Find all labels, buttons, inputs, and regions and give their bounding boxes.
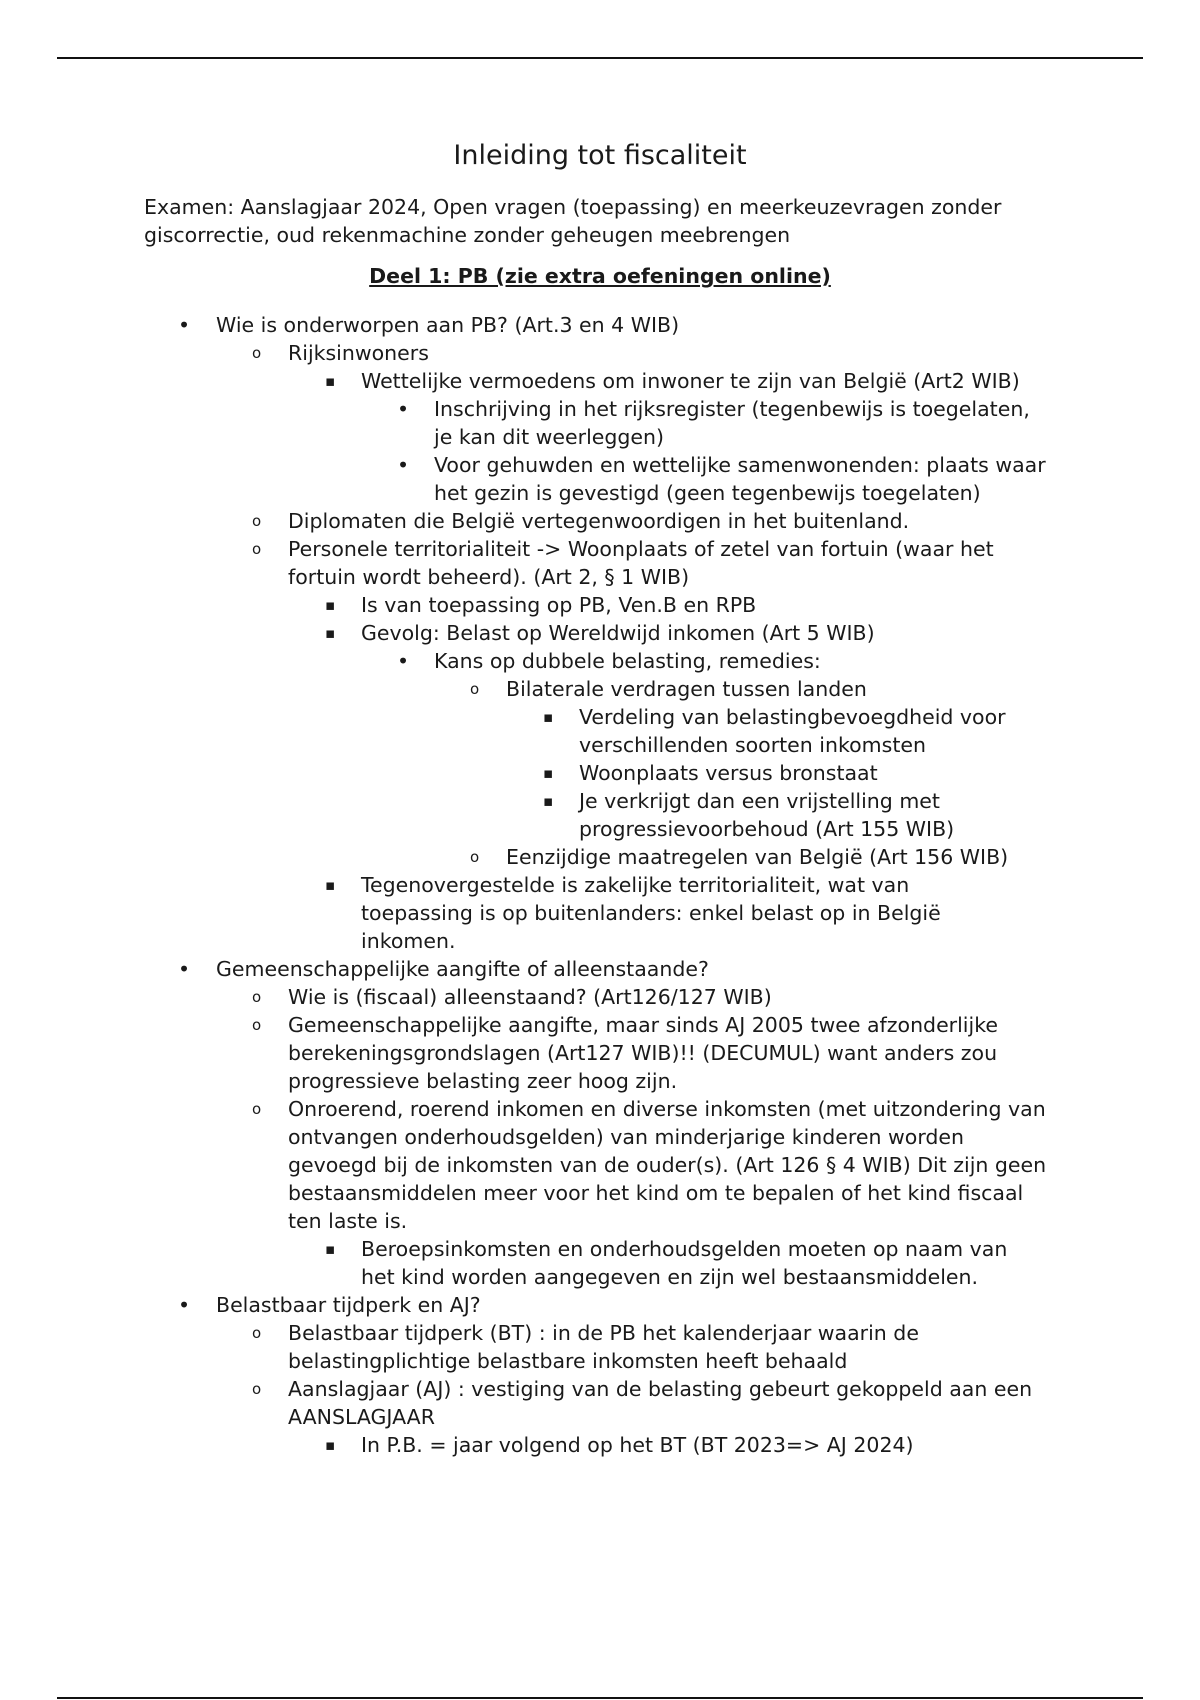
- list-item: ▪ Woonplaats versus bronstaat: [543, 761, 878, 785]
- list-item: ▪ Gevolg: Belast op Wereldwijd inkomen (Art 5 WIB): [325, 621, 875, 645]
- list-item: o Rijksinwoners: [252, 341, 429, 365]
- list-item: • Inschrijving in het rijksregister (tegenbewijs is toegelaten, je kan dit weerleggen): [397, 397, 1030, 449]
- list-item: ▪ Je verkrijgt dan een vrijstelling met progressievoorbehoud (Art 155 WIB): [543, 789, 955, 841]
- circle-bullet-icon: o: [252, 1324, 262, 1342]
- square-bullet-icon: ▪: [325, 1240, 336, 1258]
- list-item: o Eenzijdige maatregelen van België (Art 156 WIB): [470, 845, 1009, 869]
- list-item: ▪ Beroepsinkomsten en onderhoudsgelden moeten op naam van het kind worden aangegeven en zijn wel bestaansmiddelen.: [325, 1237, 1008, 1289]
- list-item: • Wie is onderworpen aan PB? (Art.3 en 4 WIB): [178, 313, 680, 337]
- bullet-icon: •: [178, 1293, 191, 1317]
- exam-intro: Examen: Aanslagjaar 2024, Open vragen (toepassing) en meerkeuzevragen zonder giscorrectie, oud rekenmachine zonder geheugen meebrengen: [144, 195, 1002, 247]
- circle-bullet-icon: o: [470, 848, 480, 866]
- list-item: o Aanslagjaar (AJ) : vestiging van de belasting gebeurt gekoppeld aan een AANSLAGJAAR: [252, 1377, 1033, 1429]
- list-item: o Personele territorialiteit -> Woonplaats of zetel van fortuin (waar het fortuin wordt beheerd). (Art 2, § 1 WIB): [252, 537, 994, 589]
- square-bullet-icon: ▪: [325, 876, 336, 894]
- list-item: o Belastbaar tijdperk (BT) : in de PB het kalenderjaar waarin de belastingplichtige belastbare inkomsten heeft behaald: [252, 1321, 919, 1373]
- list-item: o Diplomaten die België vertegenwoordigen in het buitenland.: [252, 509, 910, 533]
- square-bullet-icon: ▪: [543, 792, 554, 810]
- square-bullet-icon: ▪: [325, 624, 336, 642]
- list-item: ▪ Wettelijke vermoedens om inwoner te zijn van België (Art2 WIB): [325, 369, 1020, 393]
- circle-bullet-icon: o: [252, 1100, 262, 1118]
- square-bullet-icon: ▪: [325, 596, 336, 614]
- list-item: o Gemeenschappelijke aangifte, maar sinds AJ 2005 twee afzonderlijke berekeningsgrondslagen (Art127 WIB)!! (DECUMUL) want anders zou progressieve belasting zeer hoog zijn.: [252, 1013, 998, 1093]
- bullet-icon: •: [178, 957, 191, 981]
- circle-bullet-icon: o: [252, 512, 262, 530]
- circle-bullet-icon: o: [470, 680, 480, 698]
- outline-list: [0, 311, 1200, 1459]
- circle-bullet-icon: o: [252, 344, 262, 362]
- circle-bullet-icon: o: [252, 540, 262, 558]
- section-heading: Deel 1: PB (zie extra oefeningen online): [369, 264, 831, 288]
- list-item: • Kans op dubbele belasting, remedies:: [397, 649, 821, 673]
- circle-bullet-icon: o: [252, 1016, 262, 1034]
- list-item: ▪ Verdeling van belastingbevoegdheid voor verschillenden soorten inkomsten: [543, 705, 1006, 757]
- circle-bullet-icon: o: [252, 1380, 262, 1398]
- list-item: o Onroerend, roerend inkomen en diverse inkomsten (met uitzondering van ontvangen onderhoudsgelden) van minderjarige kinderen worden gevoegd bij de inkomsten van de ouder(s). (Art 126 § 4 WIB) Dit zijn geen bestaansmiddelen meer voor het kind om te bepalen of het kind fiscaal ten laste is.: [252, 1097, 1047, 1233]
- bullet-icon: •: [397, 453, 410, 477]
- bottom-rule: [57, 1697, 1143, 1699]
- bullet-icon: •: [397, 649, 410, 673]
- list-item: ▪ Is van toepassing op PB, Ven.B en RPB: [325, 593, 757, 617]
- document-title: Inleiding tot fiscaliteit: [453, 140, 747, 171]
- list-item: • Belastbaar tijdperk en AJ?: [178, 1293, 481, 1317]
- square-bullet-icon: ▪: [325, 372, 336, 390]
- list-item: • Voor gehuwden en wettelijke samenwonenden: plaats waar het gezin is gevestigd (geen tegenbewijs toegelaten): [397, 453, 1046, 505]
- square-bullet-icon: ▪: [543, 708, 554, 726]
- bullet-icon: •: [397, 397, 410, 421]
- square-bullet-icon: ▪: [325, 1436, 336, 1454]
- top-rule: [57, 57, 1143, 59]
- list-item: ▪ Tegenovergestelde is zakelijke territorialiteit, wat van toepassing is op buitenlanders: enkel belast op in België inkomen.: [325, 873, 941, 953]
- circle-bullet-icon: o: [252, 988, 262, 1006]
- list-item: o Bilaterale verdragen tussen landen: [470, 677, 867, 701]
- bullet-icon: •: [178, 313, 191, 337]
- list-item: • Gemeenschappelijke aangifte of alleenstaande?: [178, 957, 709, 981]
- list-item: ▪ In P.B. = jaar volgend op het BT (BT 2023=> AJ 2024): [325, 1433, 914, 1457]
- square-bullet-icon: ▪: [543, 764, 554, 782]
- list-item: o Wie is (fiscaal) alleenstaand? (Art126/127 WIB): [252, 985, 772, 1009]
